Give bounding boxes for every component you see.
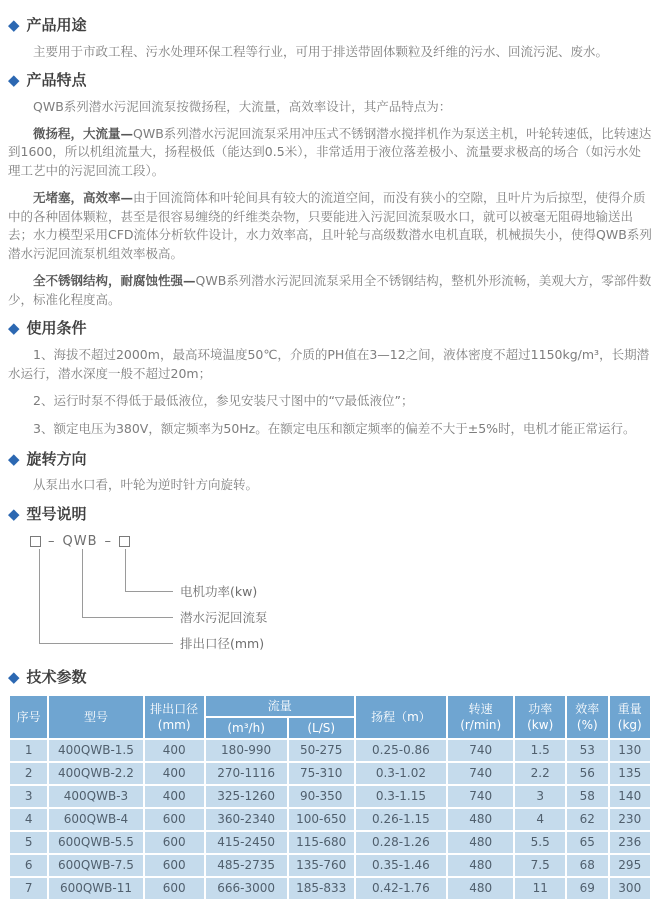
cell-speed: 480: [448, 878, 513, 899]
col-header-speed-line1: 转速: [468, 702, 493, 716]
section-title-conditions: 使用条件: [26, 319, 87, 338]
col-header-outlet-line1: 排出口径: [150, 702, 199, 716]
cell-flow-m3h: 270-1116: [206, 763, 287, 784]
cell-no: 3: [10, 786, 47, 807]
cell-flow-ls: 75-310: [289, 763, 354, 784]
table-row: [10, 809, 650, 830]
cell-weight: 135: [610, 763, 651, 784]
cell-flow-ls: 115-680: [289, 832, 354, 853]
model-dash: –: [104, 533, 113, 549]
callout-label-outlet-diameter: 排出口径(mm): [180, 635, 265, 651]
section-heading-specs: [8, 666, 652, 689]
col-header-outlet: [145, 696, 204, 738]
cell-flow-m3h: 415-2450: [206, 832, 287, 853]
cell-power: 1.5: [515, 740, 565, 761]
diamond-icon: ◆: [8, 16, 20, 34]
feature-lead: 无堵塞，高效率—: [33, 189, 134, 205]
feature-lead: 微扬程，大流量—: [33, 125, 134, 141]
section-heading-features: [8, 69, 652, 92]
section-title-usage: 产品用途: [26, 16, 87, 34]
cell-flow-ls: 100-650: [289, 809, 354, 830]
cell-head: 0.3-1.15: [356, 786, 446, 807]
cell-flow-ls: 50-275: [289, 740, 354, 761]
col-header-flow-m3h: (m³/h): [206, 718, 287, 738]
cell-efficiency: 68: [567, 855, 607, 876]
feature-item-low-head: [8, 125, 652, 181]
section-heading-conditions: [8, 317, 652, 340]
cell-no: 1: [10, 740, 47, 761]
cell-speed: 740: [448, 786, 513, 807]
diamond-icon: ◆: [8, 449, 20, 468]
cell-outlet: 600: [145, 855, 204, 876]
diamond-icon: ◆: [8, 667, 20, 686]
cell-power: 2.2: [515, 763, 565, 784]
table-row: [10, 878, 650, 899]
col-header-outlet-line2: (mm): [157, 718, 191, 733]
col-header-efficiency: [567, 696, 607, 738]
condition-item-2: 2、运行时泵不得低于最低液位，参见安装尺寸图中的“▽最低液位”；: [33, 393, 414, 409]
cell-flow-ls: 135-760: [289, 855, 354, 876]
model-dash: –: [48, 533, 56, 549]
cell-efficiency: 69: [567, 878, 607, 899]
cell-power: 4: [515, 809, 565, 830]
cell-no: 2: [10, 763, 47, 784]
rotation-body: 从泵出水口看，叶轮为逆时针方向旋转。: [33, 477, 259, 493]
table-row: [10, 832, 650, 853]
cell-outlet: 400: [145, 740, 204, 761]
cell-outlet: 400: [145, 763, 204, 784]
col-header-power-line2: (kw): [527, 718, 554, 733]
cell-no: 6: [10, 855, 47, 876]
diamond-icon: ◆: [8, 505, 20, 523]
table-header-row-1: [10, 696, 650, 716]
specs-table: [8, 694, 652, 901]
callout-line-outlet-diameter: [39, 549, 173, 644]
model-box-right: [119, 536, 130, 547]
cell-speed: 480: [448, 855, 513, 876]
col-header-flow-ls: (L/S): [289, 718, 354, 738]
model-series-code: QWB: [62, 533, 98, 549]
cell-speed: 740: [448, 763, 513, 784]
section-title-model: 型号说明: [26, 505, 87, 523]
cell-efficiency: 62: [567, 809, 607, 830]
cell-weight: 140: [610, 786, 651, 807]
cell-power: 11: [515, 878, 565, 899]
usage-body: 主要用于市政工程、污水处理环保工程等行业，可用于排送带固体颗粒及纤维的污水、回流污泥、废水。: [33, 43, 609, 59]
cell-efficiency: 56: [567, 763, 607, 784]
cell-outlet: 400: [145, 786, 204, 807]
cell-outlet: 600: [145, 878, 204, 899]
cell-no: 5: [10, 832, 47, 853]
cell-flow-m3h: 180-990: [206, 740, 287, 761]
cell-weight: 300: [610, 878, 651, 899]
cell-head: 0.35-1.46: [356, 855, 446, 876]
table-row: [10, 786, 650, 807]
cell-weight: 236: [610, 832, 651, 853]
cell-model: 600QWB-11: [49, 878, 142, 899]
cell-weight: 130: [610, 740, 651, 761]
feature-text: 由于回流筒体和叶轮间具有较大的流道空间，而没有狭小的空隙，且叶片为后掠型，使得介质中的各种固体颗粒，甚至是很容易缠绕的纤维类杂物，只要能进入污泥回流泵吸水口，就可以被毫无阻碍地输送出去；水力模型采用CFD流体分析软件设计，水力效率高，且叶轮与高级数潜水电机直联，机械损失小，使得QWB系列潜水污泥回流泵机组效率极高。: [8, 189, 652, 261]
col-header-no: 序号: [10, 696, 47, 738]
section-heading-rotation: [8, 448, 652, 471]
cell-flow-m3h: 325-1260: [206, 786, 287, 807]
cell-head: 0.26-1.15: [356, 809, 446, 830]
cell-head: 0.28-1.26: [356, 832, 446, 853]
condition-item-1: 1、海拔不超过2000m，最高环境温度50℃，介质的PH值在3—12之间，液体密度不超过1150kg/m³，长期潜水运行，潜水深度一般不超过20m；: [8, 346, 650, 381]
cell-model: 600QWB-5.5: [49, 832, 142, 853]
cell-model: 400QWB-1.5: [49, 740, 142, 761]
section-title-features: 产品特点: [26, 71, 87, 90]
cell-head: 0.3-1.02: [356, 763, 446, 784]
cell-no: 7: [10, 878, 47, 899]
cell-power: 7.5: [515, 855, 565, 876]
cell-power: 3: [515, 786, 565, 807]
callout-label-motor-power: 电机功率(kw): [180, 583, 258, 599]
cell-model: 600QWB-4: [49, 809, 142, 830]
cell-flow-m3h: 485-2735: [206, 855, 287, 876]
cell-model: 600QWB-7.5: [49, 855, 142, 876]
cell-efficiency: 58: [567, 786, 607, 807]
col-header-efficiency-line2: (%): [576, 718, 598, 733]
cell-efficiency: 53: [567, 740, 607, 761]
feature-item-no-clog: [8, 189, 652, 264]
cell-head: 0.42-1.76: [356, 878, 446, 899]
cell-speed: 740: [448, 740, 513, 761]
cell-efficiency: 65: [567, 832, 607, 853]
table-row: [10, 763, 650, 784]
cell-head: 0.25-0.86: [356, 740, 446, 761]
section-title-rotation: 旋转方向: [26, 449, 87, 468]
table-row: [10, 855, 650, 876]
col-header-power: [515, 696, 565, 738]
col-header-flow: 流量: [206, 696, 354, 716]
cell-speed: 480: [448, 832, 513, 853]
cell-model: 400QWB-3: [49, 786, 142, 807]
col-header-efficiency-line1: 效率: [575, 702, 600, 716]
col-header-head: 扬程（m）: [356, 696, 446, 738]
col-header-speed-line2: (r/min): [460, 718, 502, 733]
section-heading-model: [8, 503, 652, 526]
section-title-specs: 技术参数: [26, 667, 87, 686]
col-header-weight-line1: 重量: [617, 702, 642, 716]
col-header-speed: [448, 696, 513, 738]
cell-no: 4: [10, 809, 47, 830]
cell-speed: 480: [448, 809, 513, 830]
model-code-diagram: [30, 532, 652, 658]
cell-power: 5.5: [515, 832, 565, 853]
feature-text: QWB系列潜水污泥回流泵采用全不锈钢结构，整机外形流畅，美观大方，零部件数少，标准化程度高。: [8, 272, 652, 307]
cell-flow-ls: 90-350: [289, 786, 354, 807]
feature-lead: 全不锈钢结构，耐腐蚀性强—: [33, 272, 196, 288]
cell-weight: 230: [610, 809, 651, 830]
cell-flow-m3h: 360-2340: [206, 809, 287, 830]
diamond-icon: ◆: [8, 71, 20, 90]
col-header-weight-line2: (kg): [617, 718, 642, 733]
section-heading-usage: [8, 14, 652, 37]
condition-item-3: 3、额定电压为380V，额定频率为50Hz。在额定电压和额定频率的偏差不大于±5%时，电机才能正常运行。: [33, 421, 636, 436]
callout-label-pump-type: 潜水污泥回流泵: [180, 609, 268, 625]
col-header-weight: [610, 696, 651, 738]
features-intro: QWB系列潜水污泥回流泵按微扬程，大流量，高效率设计，其产品特点为：: [33, 98, 452, 114]
table-row: [10, 740, 650, 761]
col-header-model: 型号: [49, 696, 142, 738]
col-header-power-line1: 功率: [528, 702, 553, 716]
diamond-icon: ◆: [8, 319, 20, 338]
cell-outlet: 600: [145, 809, 204, 830]
feature-item-stainless: [8, 272, 652, 310]
feature-text: QWB系列潜水污泥回流泵采用冲压式不锈钢潜水搅拌机作为泵送主机，叶轮转速低，比转速达到1600，所以机组流量大，扬程极低（能达到0.5米），非常适用于液位落差极小、流量要求极高的场合（如污水处理工艺中的污泥回流工段）。: [8, 125, 652, 178]
model-box-left: [30, 536, 41, 547]
cell-weight: 295: [610, 855, 651, 876]
cell-flow-ls: 185-833: [289, 878, 354, 899]
cell-outlet: 600: [145, 832, 204, 853]
cell-model: 400QWB-2.2: [49, 763, 142, 784]
cell-flow-m3h: 666-3000: [206, 878, 287, 899]
